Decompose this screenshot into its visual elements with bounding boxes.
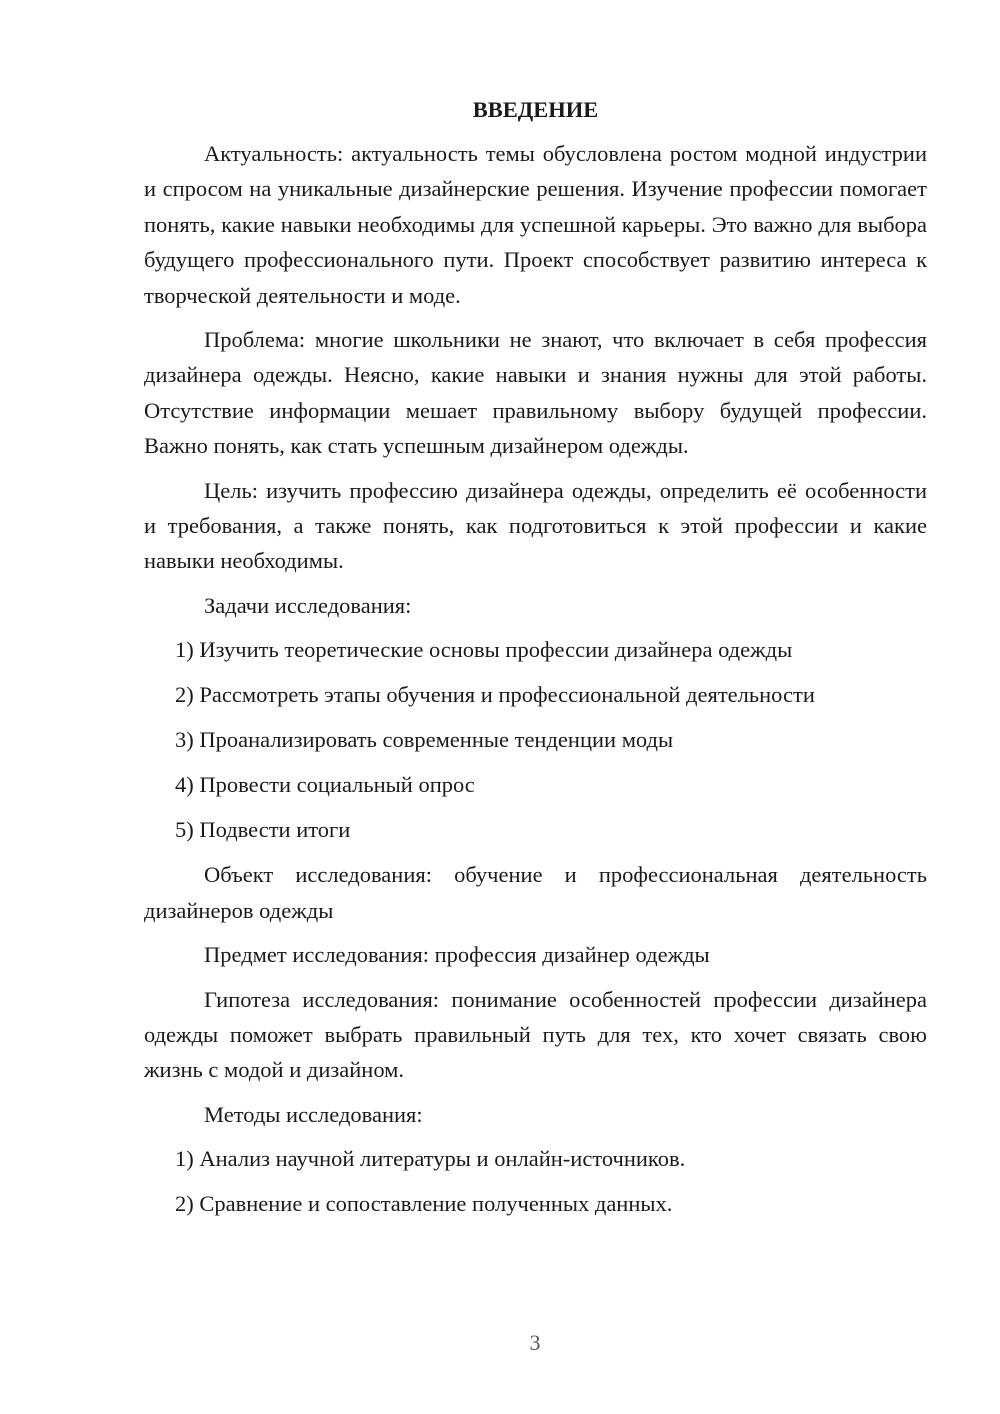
- hypothesis-paragraph: Гипотеза исследования: понимание особенностей профессии дизайнера одежды поможет выбрать правильный путь для тех, кто хочет связать свою жизнь с модой и дизайном.: [144, 986, 927, 1083]
- methods-list: [144, 1141, 927, 1221]
- list-item: 2) Сравнение и сопоставление полученных данных.: [175, 1191, 673, 1217]
- subject-paragraph: Предмет исследования: профессия дизайнер одежды: [204, 942, 710, 968]
- goal-paragraph: Цель: изучить профессию дизайнера одежды, определить её особенности и требования, а также понять, как подготовиться к этой профессии и какие навыки необходимы.: [144, 477, 927, 574]
- methods-heading: Методы исследования:: [204, 1101, 423, 1127]
- tasks-list: [144, 632, 927, 847]
- list-item: 5) Подвести итоги: [175, 817, 351, 843]
- tasks-heading: Задачи исследования:: [204, 592, 412, 618]
- list-item: 2) Рассмотреть этапы обучения и профессиональной деятельности: [175, 682, 815, 708]
- list-item: 1) Анализ научной литературы и онлайн-источников.: [175, 1146, 686, 1172]
- document-page: [144, 92, 927, 1231]
- page-number: 3: [529, 1330, 541, 1355]
- list-item: 1) Изучить теоретические основы профессии дизайнера одежды: [175, 637, 793, 663]
- list-item: 4) Провести социальный опрос: [175, 772, 475, 798]
- problem-paragraph: Проблема: многие школьники не знают, что включает в себя профессия дизайнера одежды. Неясно, какие навыки и знания нужны для этой работы. Отсутствие информации мешает правильному выбору будущей профессии. Важно понять, как стать успешным дизайнером одежды.: [144, 327, 927, 459]
- page-title: ВВЕДЕНИЕ: [472, 97, 599, 122]
- list-item: 3) Проанализировать современные тенденции моды: [175, 727, 674, 753]
- object-paragraph: Объект исследования: обучение и профессиональная деятельность дизайнеров одежды: [144, 862, 927, 923]
- actuality-paragraph: Актуальность: актуальность темы обусловлена ростом модной индустрии и спросом на уникальные дизайнерские решения. Изучение профессии помогает понять, какие навыки необходимы для успешной карьеры. Это важно для выбора будущего профессионального пути. Проект способствует развитию интереса к творческой деятельности и моде.: [144, 141, 927, 308]
